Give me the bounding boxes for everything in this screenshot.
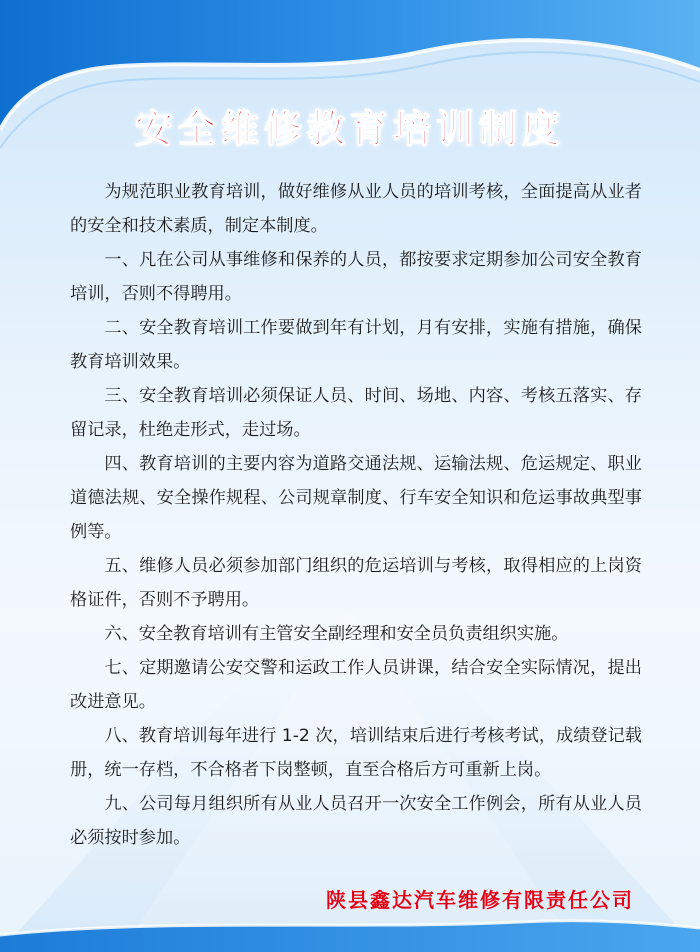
intro-paragraph: 为规范职业教育培训，做好维修从业人员的培训考核，全面提高从业者的安全和技术素质，制定本制度。 (70, 182, 642, 236)
rule-paragraph-7: 七、定期邀请公安交警和运政工作人员讲课，结合安全实际情况，提出改进意见。 (70, 658, 642, 712)
rule-paragraph-6: 六、安全教育培训有主管安全副经理和安全员负责组织实施。 (104, 624, 569, 644)
rule-paragraph-5: 五、维修人员必须参加部门组织的危运培训与考核，取得相应的上岗资格证件，否则不予聘用。 (70, 556, 642, 610)
rule-paragraph-2: 二、安全教育培训工作要做到年有计划，月有安排，实施有措施，确保教育培训效果。 (70, 318, 642, 372)
document-title: 安全维修教育培训制度 (134, 106, 565, 151)
rule-paragraph-8: 八、教育培训每年进行 1-2 次，培训结束后进行考核考试，成绩登记载册，统一存档，不合格者下岗整顿，直至合格后方可重新上岗。 (70, 726, 642, 780)
rule-paragraph-9: 九、公司每月组织所有从业人员召开一次安全工作例会，所有从业人员必须按时参加。 (70, 794, 642, 848)
document-body (70, 175, 642, 855)
rule-paragraph-1: 一、凡在公司从事维修和保养的人员，都按要求定期参加公司安全教育培训，否则不得聘用。 (70, 250, 642, 304)
rule-paragraph-3: 三、安全教育培训必须保证人员、时间、场地、内容、考核五落实、存留记录，杜绝走形式，走过场。 (70, 386, 642, 440)
rule-paragraph-4: 四、教育培训的主要内容为道路交通法规、运输法规、危运规定、职业道德法规、安全操作规程、公司规章制度、行车安全知识和危运事故典型事例等。 (70, 454, 642, 542)
company-signature: 陕县鑫达汽车维修有限责任公司 (326, 888, 634, 912)
